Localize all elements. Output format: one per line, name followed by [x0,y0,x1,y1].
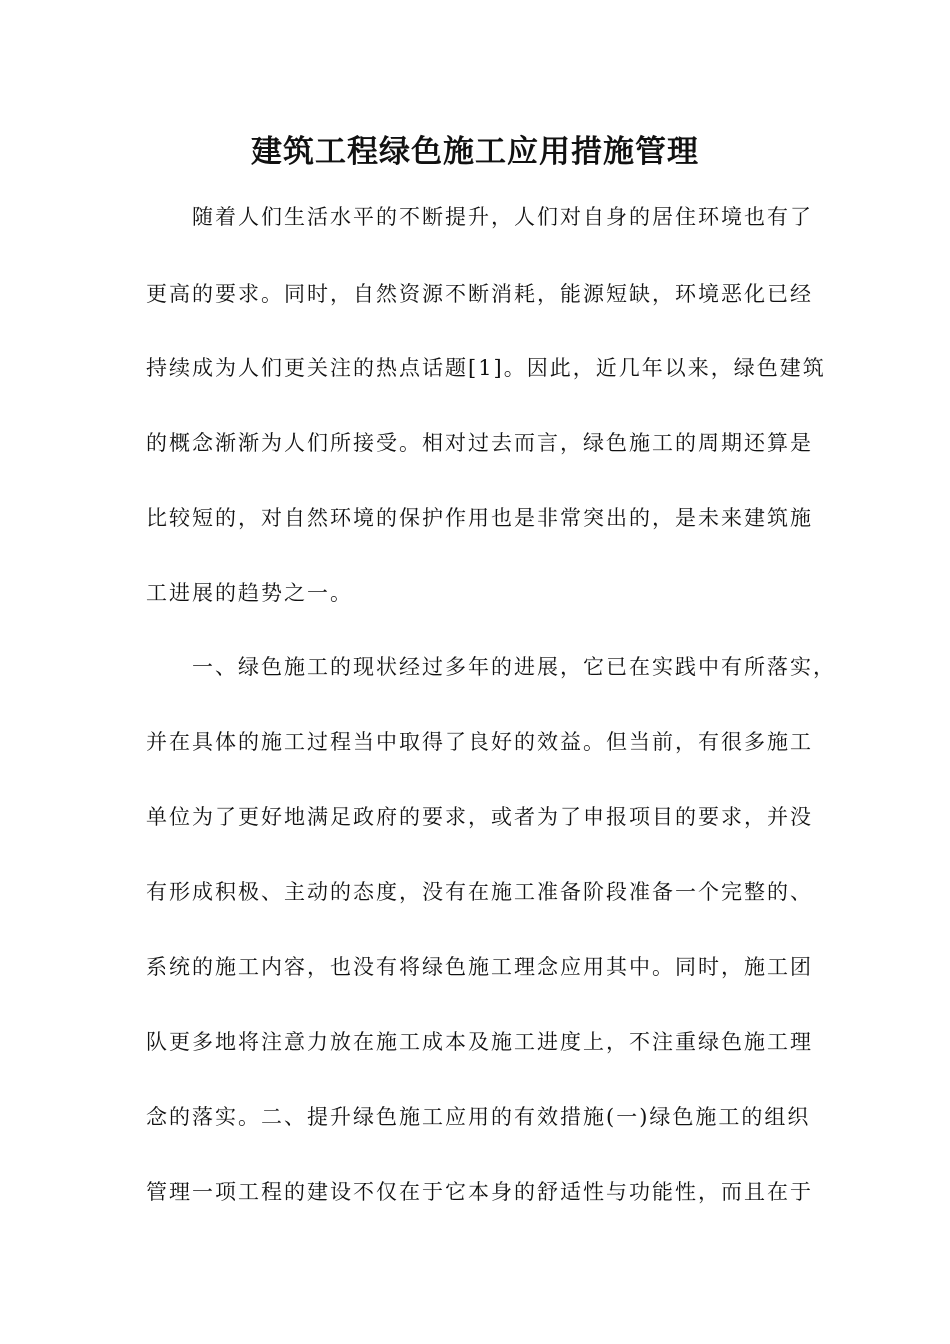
paragraph-line: 单位为了更好地满足政府的要求，或者为了申报项目的要求，并没 [146,805,813,829]
document-title: 建筑工程绿色施工应用措施管理 [251,134,699,170]
paragraph-line: 比较短的，对自然环境的保护作用也是非常突出的，是未来建筑施 [146,506,813,530]
paragraph-line: 的概念渐渐为人们所接受。相对过去而言，绿色施工的周期还算是 [146,431,813,455]
paragraph-line: 随着人们生活水平的不断提升，人们对自身的居住环境也有了 [192,205,813,229]
paragraph-line: 有形成积极、主动的态度，没有在施工准备阶段准备一个完整的、 [146,880,813,904]
paragraph-line: 更高的要求。同时，自然资源不断消耗，能源短缺，环境恶化已经 [146,282,813,306]
paragraph-line: 管理一项工程的建设不仅在于它本身的舒适性与功能性，而且在于 [146,1180,813,1204]
paragraph-line: 并在具体的施工过程当中取得了良好的效益。但当前，有很多施工 [146,730,813,754]
paragraph-line: 工进展的趋势之一。 [146,581,353,605]
paragraph-line: 一、绿色施工的现状经过多年的进展，它已在实践中有所落实， [192,655,836,679]
paragraph-line: 队更多地将注意力放在施工成本及施工进度上，不注重绿色施工理 [146,1030,813,1054]
paragraph-line: 持续成为人们更关注的热点话题[1]。因此，近几年以来，绿色建筑 [146,356,826,380]
paragraph-line: 系统的施工内容，也没有将绿色施工理念应用其中。同时，施工团 [146,955,813,979]
paragraph-line: 念的落实。二、提升绿色施工应用的有效措施(一)绿色施工的组织 [146,1105,811,1129]
